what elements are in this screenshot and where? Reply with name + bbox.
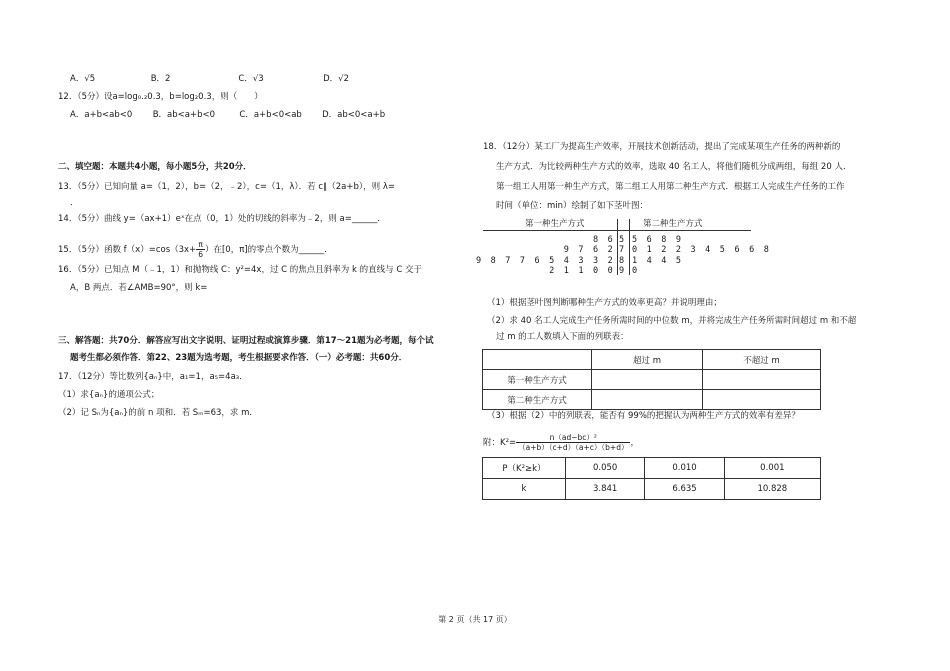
contingency-cell [592,390,703,410]
contingency-cell [592,370,703,390]
q11-options [70,74,349,85]
critical-value-cell: 0.010 [645,458,724,479]
q18-part2-line1: （2）求 40 名工人完成生产任务所需时间的中位数 m，并将完成生产任务所需时间超过 m 和不超 [487,316,857,326]
q17-part1: （1）求{aₙ}的通项公式； [58,390,160,400]
contingency-table [482,349,821,410]
q12-options [70,110,385,121]
contingency-header-not-exceed: 不超过 m [703,350,821,370]
critical-value-cell: 0.001 [724,458,820,479]
formula-prefix: 附：K²= [483,438,517,448]
stemleaf-row4-left: 2 1 1 0 0 [549,266,615,276]
stemleaf-divider-2 [629,219,630,275]
q18-line4: 时间（单位：min）绘制了如下茎叶图： [496,201,649,211]
q18-part1: （1）根据茎叶图判断哪种生产方式的效率更高？并说明理由； [487,298,722,308]
q15-fraction-den: 6 [198,250,203,259]
section2-title: 二、填空题：本题共4小题，每小题5分，共20分． [58,162,252,172]
formula-denominator: （a+b）（c+d）（a+c）（b+d） [518,443,629,452]
critical-value-cell: 0.050 [566,458,645,479]
stemleaf-left-header: 第一种生产方式 [525,219,585,229]
q12-option-d: D．ab<0<a+b [322,110,386,120]
contingency-row [483,390,821,410]
q12-option-a: A．a+b<ab<0 [70,110,133,120]
stemleaf-row1-right: 5 6 8 9 [632,235,684,245]
contingency-header-row [483,350,821,370]
contingency-row-label: 第二种生产方式 [483,390,592,410]
critical-value-label: k [483,479,566,500]
q14-text: 14．（5分）曲线 y=（ax+1）eˣ在点（0，1）处的切线的斜率为﹣2，则 a=______． [58,214,386,224]
q15-fraction-num: π [196,240,205,250]
stemleaf-row1-stem: 5 [619,235,627,245]
q13-tail: ． [70,198,79,208]
contingency-corner [483,350,592,370]
q11-option-c: C．√3 [238,74,264,84]
stemleaf-row4-stem: 9 [619,266,627,276]
stemleaf-row2-left: 9 7 6 2 [563,245,615,255]
page-footer: 第 2 页（共 17 页） [438,615,512,624]
contingency-cell [703,390,821,410]
critical-value-row-k [483,479,821,500]
formula-fraction [516,433,630,452]
q15-fraction [196,240,205,259]
critical-value-cell: 6.635 [645,479,724,500]
section3-line2: 题考生都必须作答．第22、23题为选考题，考生根据要求作答．（一）必考题：共60分． [70,353,408,363]
q16-line1: 16．（5分）已知点 M（﹣1，1）和抛物线 C：y²=4x，过 C 的焦点且斜率为 k 的直线与 C 交于 [58,265,422,275]
critical-value-label: P（K²≥k） [483,458,566,479]
q11-option-d: D．√2 [323,74,349,84]
contingency-row [483,370,821,390]
critical-value-cell: 10.828 [724,479,820,500]
critical-value-cell: 3.841 [566,479,645,500]
q13-text: 13．（5分）已知向量 a=（1，2），b=（2，﹣2），c=（1，λ）．若 c∥（2a+b），则 λ= [58,182,396,192]
contingency-row-label: 第一种生产方式 [483,370,592,390]
stemleaf-divider-1 [617,219,618,275]
stemleaf-row3-left: 9 8 7 7 6 5 4 3 3 2 [475,256,615,266]
q18-line3: 第一组工人用第一种生产方式，第二组工人用第二种生产方式．根据工人完成生产任务的工作 [496,182,845,192]
k-squared-formula [483,433,639,452]
q12-option-c: C．a+b<0<ab [239,110,302,120]
formula-suffix: ， [630,438,639,448]
q18-part2-line2: 过 m 的工人数填入下面的列联表： [496,332,629,342]
critical-value-row-p [483,458,821,479]
stemleaf-row4-right: 0 [632,266,640,276]
q12-option-b: B．ab<a+b<0 [152,110,216,120]
contingency-cell [703,370,821,390]
formula-numerator: n（ad−bc）² [516,433,630,443]
stemleaf-row3-stem: 8 [619,256,627,266]
q12-stem: 12．（5分）设a=log₀.₂0.3，b=log₂0.3，则（ ） [58,92,263,102]
stemleaf-row1-left: 8 6 [593,235,615,245]
q11-option-b: B．2 [150,74,171,84]
contingency-header-exceed: 超过 m [592,350,703,370]
stemleaf-right-header: 第二种生产方式 [643,219,703,229]
q17-part2: （2）记 Sₙ为{aₙ}的前 n 项和．若 Sₘ=63，求 m． [58,408,258,418]
stemleaf-row2-stem: 7 [619,245,627,255]
critical-value-table [482,457,821,500]
q17-stem: 17．（12分）等比数列{aₙ}中，a₁=1，a₅=4a₃． [58,372,248,382]
q18-line2: 生产方式．为比较两种生产方式的效率，选取 40 名工人，将他们随机分成两组，每组 20 人． [496,162,852,172]
stemleaf-row2-right: 0 1 2 2 3 4 5 6 6 8 [632,245,772,255]
q11-option-a: A．√5 [70,74,96,84]
q15-part-b: ）在[0，π]的零点个数为______． [204,245,333,255]
stemleaf-row3-right: 1 4 4 5 [632,256,684,266]
section3-line1: 三、解答题：共70分．解答应写出文字说明、证明过程或演算步骤．第17～21题为必考题，每个试 [58,336,434,346]
q18-part3: （3）根据（2）中的列联表，能否有 99%的把握认为两种生产方式的效率有差异？ [487,411,800,421]
q15-text [58,240,333,259]
q15-part-a: 15．（5分）函数 f（x）=cos（3x+ [58,245,197,255]
q18-line1: 18．（12分）某工厂为提高生产效率，开展技术创新活动，提出了完成某项生产任务的两种新的 [483,142,841,152]
q16-line2: A，B 两点．若∠AMB=90°，则 k= [70,283,208,293]
